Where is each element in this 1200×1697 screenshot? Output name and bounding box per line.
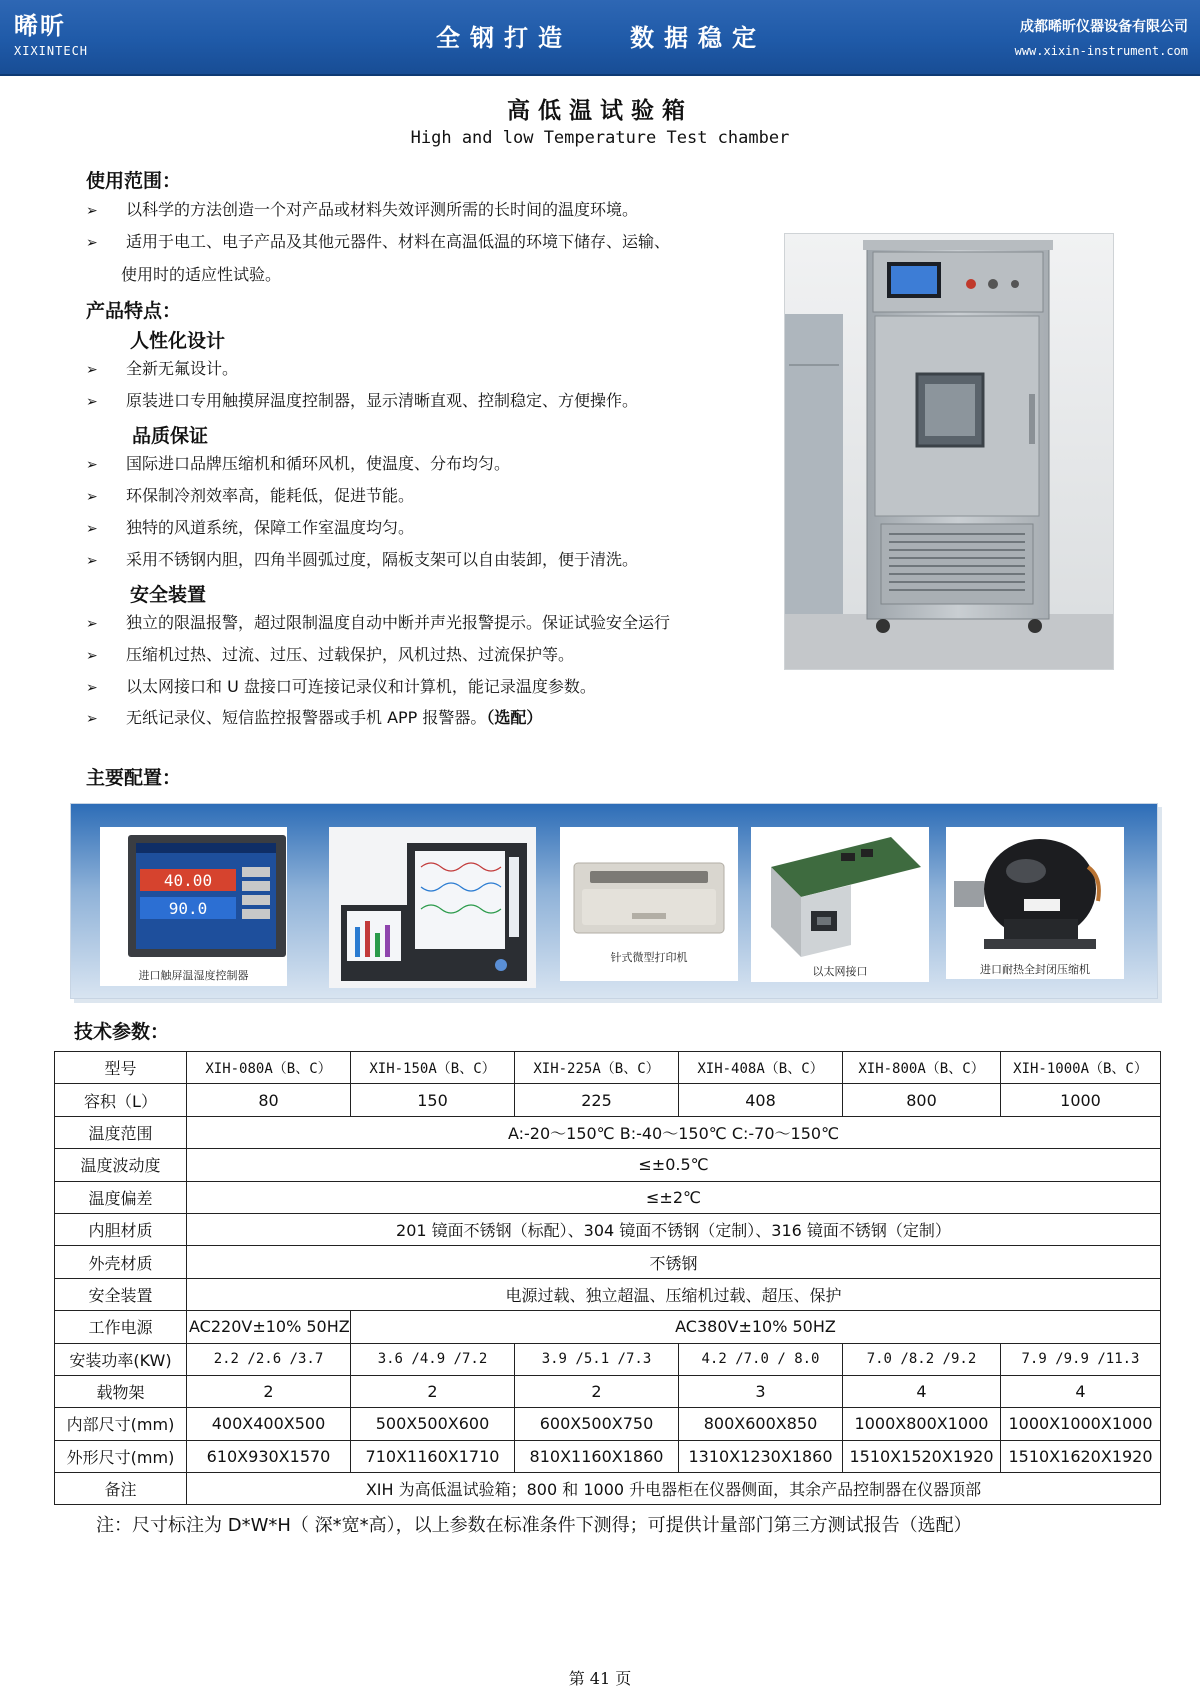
table-cell: 电源过载、独立超温、压缩机过载、超压、保护	[187, 1278, 1161, 1310]
bullet-arrow-icon: ➢	[86, 457, 98, 473]
table-cell: 2	[187, 1375, 351, 1407]
controller-reading-2: 90.0	[168, 899, 208, 918]
table-row	[55, 1149, 1161, 1181]
config-item	[100, 827, 287, 986]
bullet-arrow-icon: ➢	[86, 616, 98, 632]
table-cell: XIH 为高低温试验箱；800 和 1000 升电器柜在仪器侧面，其余产品控制器在仪器顶部	[187, 1473, 1161, 1505]
row-label: 工作电源	[55, 1311, 187, 1343]
bullet-arrow-icon: ➢	[86, 553, 98, 569]
scope-heading: 使用范围：	[86, 170, 182, 192]
feature-item-text: 国际进口品牌压缩机和循环风机，使温度、分布均匀。	[126, 454, 511, 473]
bullet-arrow-icon: ➢	[86, 362, 98, 378]
feature-item-text: 独立的限温报警，超过限制温度自动中断并声光报警提示。保证试验安全运行	[126, 613, 671, 632]
feature-item-text: 全新无氟设计。	[126, 359, 239, 378]
table-cell: AC380V±10% 50HZ	[351, 1311, 1161, 1343]
bullet-arrow-icon: ➢	[86, 711, 98, 727]
page-title-cn: 高低温试验箱	[507, 98, 693, 124]
touch-controller-icon	[100, 827, 287, 986]
config-item	[329, 827, 536, 988]
config-strip	[70, 803, 1158, 999]
feature-item-text: 无纸记录仪、短信监控报警器或手机 APP 报警器。	[126, 708, 487, 727]
table-cell: XIH-150A（B、C）	[351, 1052, 515, 1084]
table-row	[55, 1278, 1161, 1310]
feature-item-text: 环保制冷剂效率高，能耗低，促进节能。	[126, 486, 415, 505]
table-cell: 2	[515, 1375, 679, 1407]
feature-item-text: 原装进口专用触摸屏温度控制器，显示清晰直观、控制稳定、方便操作。	[126, 391, 639, 410]
table-cell: 2	[351, 1375, 515, 1407]
table-row	[55, 1084, 1161, 1116]
specs-heading: 技术参数：	[74, 1021, 170, 1043]
table-cell: 1510X1520X1920	[843, 1440, 1001, 1472]
row-label: 备注	[55, 1473, 187, 1505]
table-cell: 2.2 /2.6 /3.7	[187, 1343, 351, 1375]
spec-note: 注：尺寸标注为 D*W*H（ 深*宽*高），以上参数在标准条件下测得；可提供计量部门第三方测试报告（选配）	[96, 1515, 972, 1536]
table-row	[55, 1408, 1161, 1440]
table-cell: 1000X800X1000	[843, 1408, 1001, 1440]
table-cell: 201 镜面不锈钢（标配）、304 镜面不锈钢（定制）、316 镜面不锈钢（定制）	[187, 1213, 1161, 1245]
feature-group-title: 安全装置	[130, 584, 207, 606]
feature-item	[86, 676, 766, 699]
table-cell: 500X500X600	[351, 1408, 515, 1440]
table-row	[55, 1052, 1161, 1084]
row-label: 外壳材质	[55, 1246, 187, 1278]
table-cell: 810X1160X1860	[515, 1440, 679, 1472]
table-cell: 3	[679, 1375, 843, 1407]
optional-tag: （选配）	[486, 708, 543, 727]
table-cell: 4.2 /7.0 / 8.0	[679, 1343, 843, 1375]
config-item-label: 针式微型打印机	[610, 951, 688, 964]
table-cell: A:-20～150℃ B:-40～150℃ C:-70～150℃	[187, 1116, 1161, 1148]
ethernet-port-icon	[751, 827, 929, 982]
config-item-label: 进口触屏温湿度控制器	[138, 969, 249, 982]
bullet-arrow-icon: ➢	[86, 489, 98, 505]
bullet-arrow-icon: ➢	[86, 521, 98, 537]
test-chamber-illustration	[785, 234, 1114, 670]
page-number: 第 41 页	[568, 1669, 632, 1688]
paperless-recorder-icon	[329, 827, 536, 988]
table-cell: 225	[515, 1084, 679, 1116]
features-heading: 产品特点：	[86, 300, 182, 322]
table-cell: 400X400X500	[187, 1408, 351, 1440]
table-cell: AC220V±10% 50HZ	[187, 1311, 351, 1343]
bullet-arrow-icon: ➢	[86, 648, 98, 664]
feature-item	[86, 517, 766, 540]
config-item-label: 进口耐热全封闭压缩机	[980, 963, 1090, 976]
brand-name-cn: 晞昕	[14, 12, 66, 40]
table-cell: XIH-1000A（B、C）	[1001, 1052, 1161, 1084]
scope-item-text: 以科学的方法创造一个对产品或材料失效评测所需的长时间的温度环境。	[126, 200, 639, 219]
row-label: 温度偏差	[55, 1181, 187, 1213]
table-cell: 1000	[1001, 1084, 1161, 1116]
table-cell: 1310X1230X1860	[679, 1440, 843, 1472]
feature-item	[86, 644, 766, 667]
table-row	[55, 1213, 1161, 1245]
company-website: www.xixin-instrument.com	[1014, 44, 1188, 58]
table-cell: 600X500X750	[515, 1408, 679, 1440]
table-cell: XIH-800A（B、C）	[843, 1052, 1001, 1084]
row-label: 安全装置	[55, 1278, 187, 1310]
company-name: 成都晞昕仪器设备有限公司	[1020, 19, 1188, 35]
spec-table	[54, 1051, 1161, 1505]
row-label: 内胆材质	[55, 1213, 187, 1245]
config-heading: 主要配置：	[86, 767, 182, 789]
config-item	[946, 827, 1124, 979]
feature-item-text: 以太网接口和 U 盘接口可连接记录仪和计算机，能记录温度参数。	[126, 677, 596, 696]
table-cell: 610X930X1570	[187, 1440, 351, 1472]
table-cell: ≤±2℃	[187, 1181, 1161, 1213]
feature-item	[86, 390, 766, 413]
table-row	[55, 1246, 1161, 1278]
bullet-arrow-icon: ➢	[86, 394, 98, 410]
feature-item	[86, 549, 766, 572]
feature-group-title: 人性化设计	[130, 330, 226, 352]
table-cell: 710X1160X1710	[351, 1440, 515, 1472]
row-label: 安装功率(KW)	[55, 1343, 187, 1375]
feature-item	[86, 358, 766, 381]
row-label: 温度范围	[55, 1116, 187, 1148]
table-cell: 不锈钢	[187, 1246, 1161, 1278]
table-row	[55, 1311, 1161, 1343]
table-row	[55, 1181, 1161, 1213]
scope-item-continuation: 使用时的适应性试验。	[121, 265, 282, 284]
table-cell: 150	[351, 1084, 515, 1116]
config-item-label: 以太网接口	[812, 965, 868, 978]
scope-item	[86, 199, 766, 222]
slogan-stable-data: 数据稳定	[630, 24, 766, 52]
row-label: 温度波动度	[55, 1149, 187, 1181]
feature-item-text: 采用不锈钢内胆，四角半圆弧过度，隔板支架可以自由装卸，便于清洗。	[126, 550, 639, 569]
table-cell: ≤±0.5℃	[187, 1149, 1161, 1181]
bullet-arrow-icon: ➢	[86, 235, 98, 251]
table-cell: 3.6 /4.9 /7.2	[351, 1343, 515, 1375]
row-label: 外形尺寸(mm)	[55, 1440, 187, 1472]
page-header	[0, 0, 1200, 76]
scope-item	[86, 231, 766, 254]
row-label: 型号	[55, 1052, 187, 1084]
table-cell: 4	[843, 1375, 1001, 1407]
feature-group-title: 品质保证	[132, 425, 209, 447]
page-title-en: High and low Temperature Test chamber	[410, 128, 790, 148]
table-cell: 80	[187, 1084, 351, 1116]
feature-item	[86, 485, 766, 508]
table-cell: 7.9 /9.9 /11.3	[1001, 1343, 1161, 1375]
table-row	[55, 1116, 1161, 1148]
feature-item	[86, 453, 766, 476]
table-cell: 408	[679, 1084, 843, 1116]
table-row	[55, 1343, 1161, 1375]
table-cell: XIH-080A（B、C）	[187, 1052, 351, 1084]
scope-item-text: 适用于电工、电子产品及其他元器件、材料在高温低温的环境下储存、运输、	[126, 232, 671, 251]
feature-item	[86, 707, 766, 730]
table-row	[55, 1473, 1161, 1505]
row-label: 容积（L）	[55, 1084, 187, 1116]
compressor-icon	[946, 827, 1124, 979]
table-cell: 1000X1000X1000	[1001, 1408, 1161, 1440]
table-row	[55, 1375, 1161, 1407]
table-cell: 3.9 /5.1 /7.3	[515, 1343, 679, 1375]
product-photo	[784, 233, 1114, 670]
feature-item-text: 压缩机过热、过流、过压、过载保护，风机过热、过流保护等。	[126, 645, 575, 664]
row-label: 载物架	[55, 1375, 187, 1407]
brand-name-en: XIXINTECH	[14, 44, 89, 58]
table-cell: 4	[1001, 1375, 1161, 1407]
table-cell: XIH-408A（B、C）	[679, 1052, 843, 1084]
feature-item-text: 独特的风道系统，保障工作室温度均匀。	[126, 518, 415, 537]
table-row	[55, 1440, 1161, 1472]
table-cell: 7.0 /8.2 /9.2	[843, 1343, 1001, 1375]
bullet-arrow-icon: ➢	[86, 203, 98, 219]
config-item	[751, 827, 929, 982]
controller-reading-1: 40.00	[163, 871, 213, 890]
slogan-all-steel: 全钢打造	[436, 24, 572, 52]
bullet-arrow-icon: ➢	[86, 680, 98, 696]
table-cell: 800	[843, 1084, 1001, 1116]
row-label: 内部尺寸(mm)	[55, 1408, 187, 1440]
config-item	[560, 827, 738, 981]
table-cell: 800X600X850	[679, 1408, 843, 1440]
table-cell: XIH-225A（B、C）	[515, 1052, 679, 1084]
feature-item	[86, 612, 766, 635]
table-cell: 1510X1620X1920	[1001, 1440, 1161, 1472]
